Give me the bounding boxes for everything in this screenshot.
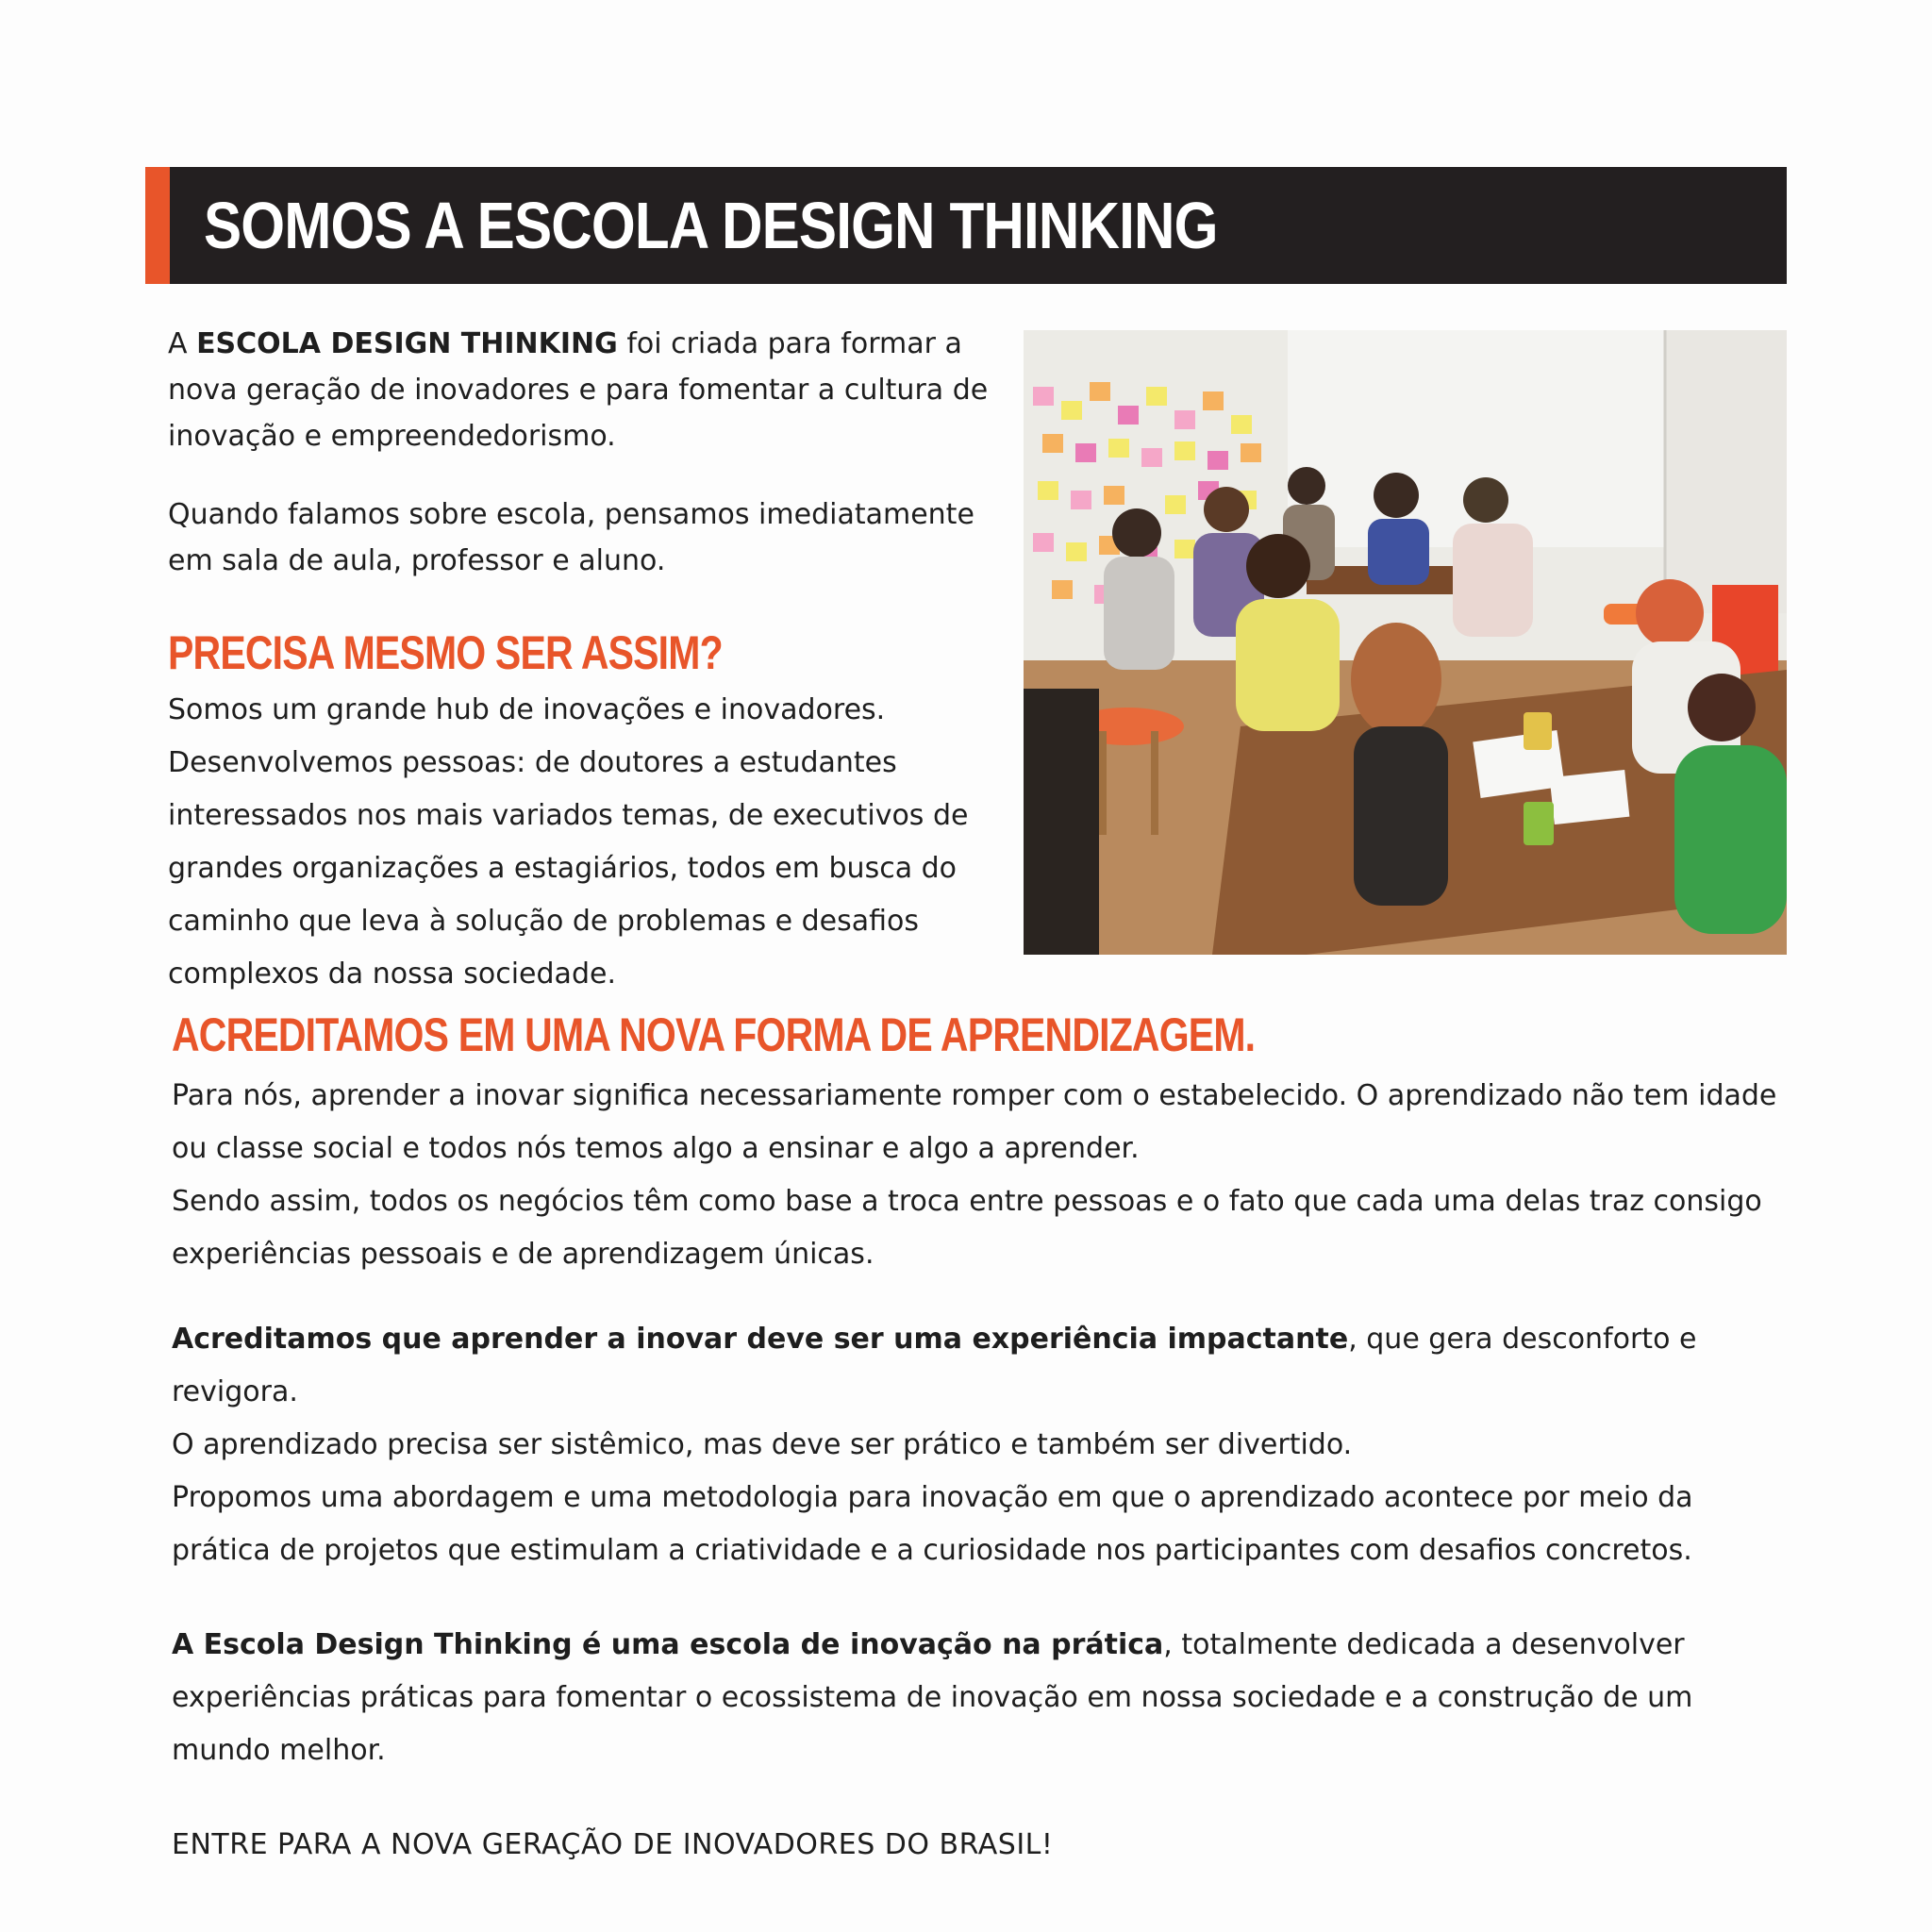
closing-line: ENTRE PARA A NOVA GERAÇÃO DE INOVADORES DO BRASIL! (172, 1828, 1054, 1861)
systemic-paragraph: O aprendizado precisa ser sistêmico, mas deve ser prático e também ser divertido. (172, 1428, 1353, 1461)
practice-post: , totalmente dedicada a desenvolver experiências práticas para fomentar o ecossistema de inovação em nossa sociedade e a construção de um mundo melhor. (172, 1628, 1693, 1767)
workshop-photo (1024, 330, 1787, 955)
practice-paragraph (172, 1619, 1794, 1777)
believe-bold: Acreditamos que aprender a inovar deve ser uma experiência impactante (172, 1323, 1349, 1356)
title-accent-stripe (145, 167, 170, 284)
practice-bold: A Escola Design Thinking é uma escola de inovação na prática (172, 1628, 1164, 1661)
intro-post: foi criada para formar a nova geração de inovadores e para fomentar a cultura de inovação e empreendedorismo. (168, 327, 989, 453)
believe-paragraph (172, 1313, 1794, 1419)
believe-post: , que gera desconforto e revigora. (172, 1323, 1697, 1408)
heading-acreditamos: ACREDITAMOS EM UMA NOVA FORMA DE APRENDIZAGEM. (172, 1008, 1256, 1061)
propose-paragraph: Propomos uma abordagem e uma metodologia para inovação em que o aprendizado acontece por meio da prática de projetos que estimulam a criatividade e a curiosidade nos participantes com desafios concretos. (172, 1481, 1693, 1567)
title-bar (145, 167, 1787, 284)
intro-column (168, 321, 998, 1001)
intro-paragraph (168, 321, 998, 459)
intro-bold: ESCOLA DESIGN THINKING (196, 327, 618, 360)
school-paragraph: Quando falamos sobre escola, pensamos imediatamente em sala de aula, professor e aluno. (168, 498, 974, 577)
beliefs-section (172, 1008, 1794, 1872)
learn-paragraph-1: Para nós, aprender a inovar significa necessariamente romper com o estabelecido. O aprendizado não tem idade ou classe social e todos nós temos algo a ensinar e algo a aprender. (172, 1079, 1777, 1165)
intro-pre: A (168, 327, 197, 360)
heading-precisa: PRECISA MESMO SER ASSIM? (168, 626, 723, 679)
page-title: SOMOS A ESCOLA DESIGN THINKING (204, 189, 1218, 262)
workshop-photo-illustration (1024, 330, 1787, 955)
learn-paragraph-2: Sendo assim, todos os negócios têm como base a troca entre pessoas e o fato que cada uma delas traz consigo experiências pessoais e de aprendizagem únicas. (172, 1185, 1762, 1271)
hub-paragraph: Somos um grande hub de inovações e inovadores. Desenvolvemos pessoas: de doutores a estudantes interessados nos mais variados temas, de executivos de grandes organizações a estagiários, todos em busca do caminho que leva à solução de problemas e desafios complexos da nossa sociedade. (168, 693, 969, 991)
